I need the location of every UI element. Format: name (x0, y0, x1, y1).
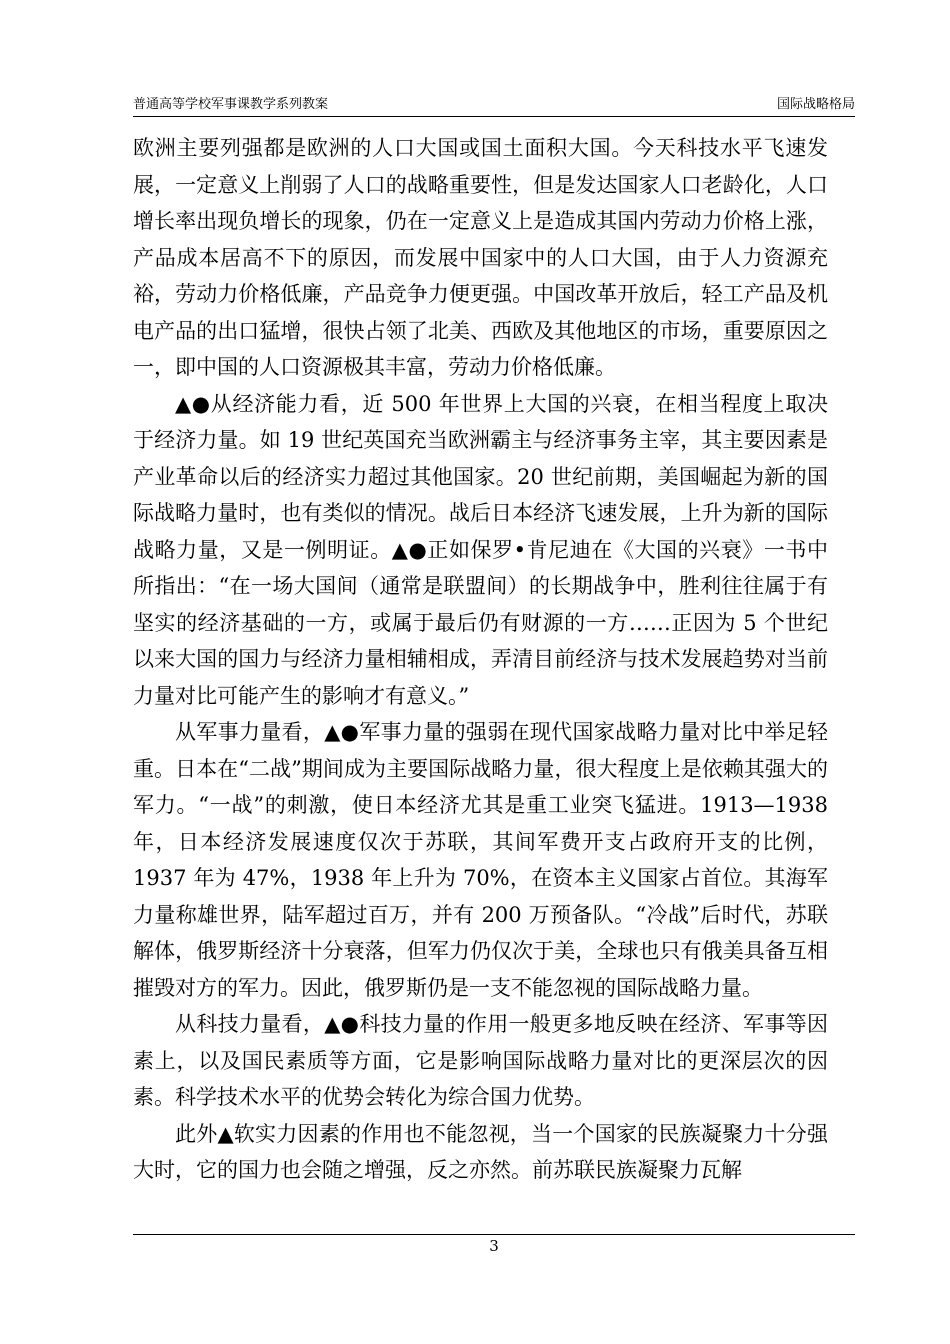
paragraph-soft-power: 此外▲软实力因素的作用也不能忽视，当一个国家的民族凝聚力十分强大时，它的国力也会随之增强，反之亦然。前苏联民族凝聚力瓦解 (133, 1121, 828, 1182)
header-series-title: 普通高等学校军事课教学系列教案 (133, 97, 329, 112)
header-divider (133, 116, 855, 117)
paragraph-economy: ▲●从经济能力看，近 500 年世界上大国的兴衰，在相当程度上取决于经济力量。如 19 世纪英国充当欧洲霸主与经济事务主宰，其主要因素是产业革命以后的经济实力超过其他国家。20 世纪前期，美国崛起为新的国际战略力量时，也有类似的情况。战后日本经济飞速发展，上升为新的国际战略力量，又是一例明证。▲●正如保罗•肯尼迪在《大国的兴衰》一书中所指出：“在一场大国间（通常是联盟间）的长期战争中，胜利往往属于有坚实的经济基础的一方，或属于最后仍有财源的一方……正因为 5 个世纪以来大国的国力与经济力量相辅相成，弄清目前经济与技术发展趋势对当前力量对比可能产生的影响才有意义。” (133, 391, 828, 708)
header-chapter-title: 国际战略格局 (776, 97, 855, 112)
footer-divider (133, 1234, 855, 1235)
page-number: 3 (489, 1237, 499, 1255)
page-header (133, 94, 855, 116)
paragraph-military: 从军事力量看，▲●军事力量的强弱在现代国家战略力量对比中举足轻重。日本在“二战”期间成为主要国际战略力量，很大程度上是依赖其强大的军力。“一战”的刺激，使日本经济尤其是重工业突飞猛进。1913—1938 年，日本经济发展速度仅次于苏联，其间军费开支占政府开支的比例，1937 年为 47%，1938 年上升为 70%，在资本主义国家占首位。其海军力量称雄世界，陆军超过百万，并有 200 万预备队。“冷战”后时代，苏联解体，俄罗斯经济十分衰落，但军力仍仅次于美，全球也只有俄美具备互相摧毁对方的军力。因此，俄罗斯仍是一支不能忽视的国际战略力量。 (133, 720, 828, 1000)
body-text (133, 130, 828, 1189)
paragraph-population: 欧洲主要列强都是欧洲的人口大国或国土面积大国。今天科技水平飞速发展，一定意义上削弱了人口的战略重要性，但是发达国家人口老龄化，人口增长率出现负增长的现象，仍在一定意义上是造成其国内劳动力价格上涨，产品成本居高不下的原因，而发展中国家中的人口大国，由于人力资源充裕，劳动力价格低廉，产品竞争力便更强。中国改革开放后，轻工产品及机电产品的出口猛增，很快占领了北美、西欧及其他地区的市场，重要原因之一，即中国的人口资源极其丰富，劳动力价格低廉。 (133, 136, 828, 379)
paragraph-technology: 从科技力量看，▲●科技力量的作用一般更多地反映在经济、军事等因素上，以及国民素质等方面，它是影响国际战略力量对比的更深层次的因素。科学技术水平的优势会转化为综合国力优势。 (133, 1012, 828, 1109)
